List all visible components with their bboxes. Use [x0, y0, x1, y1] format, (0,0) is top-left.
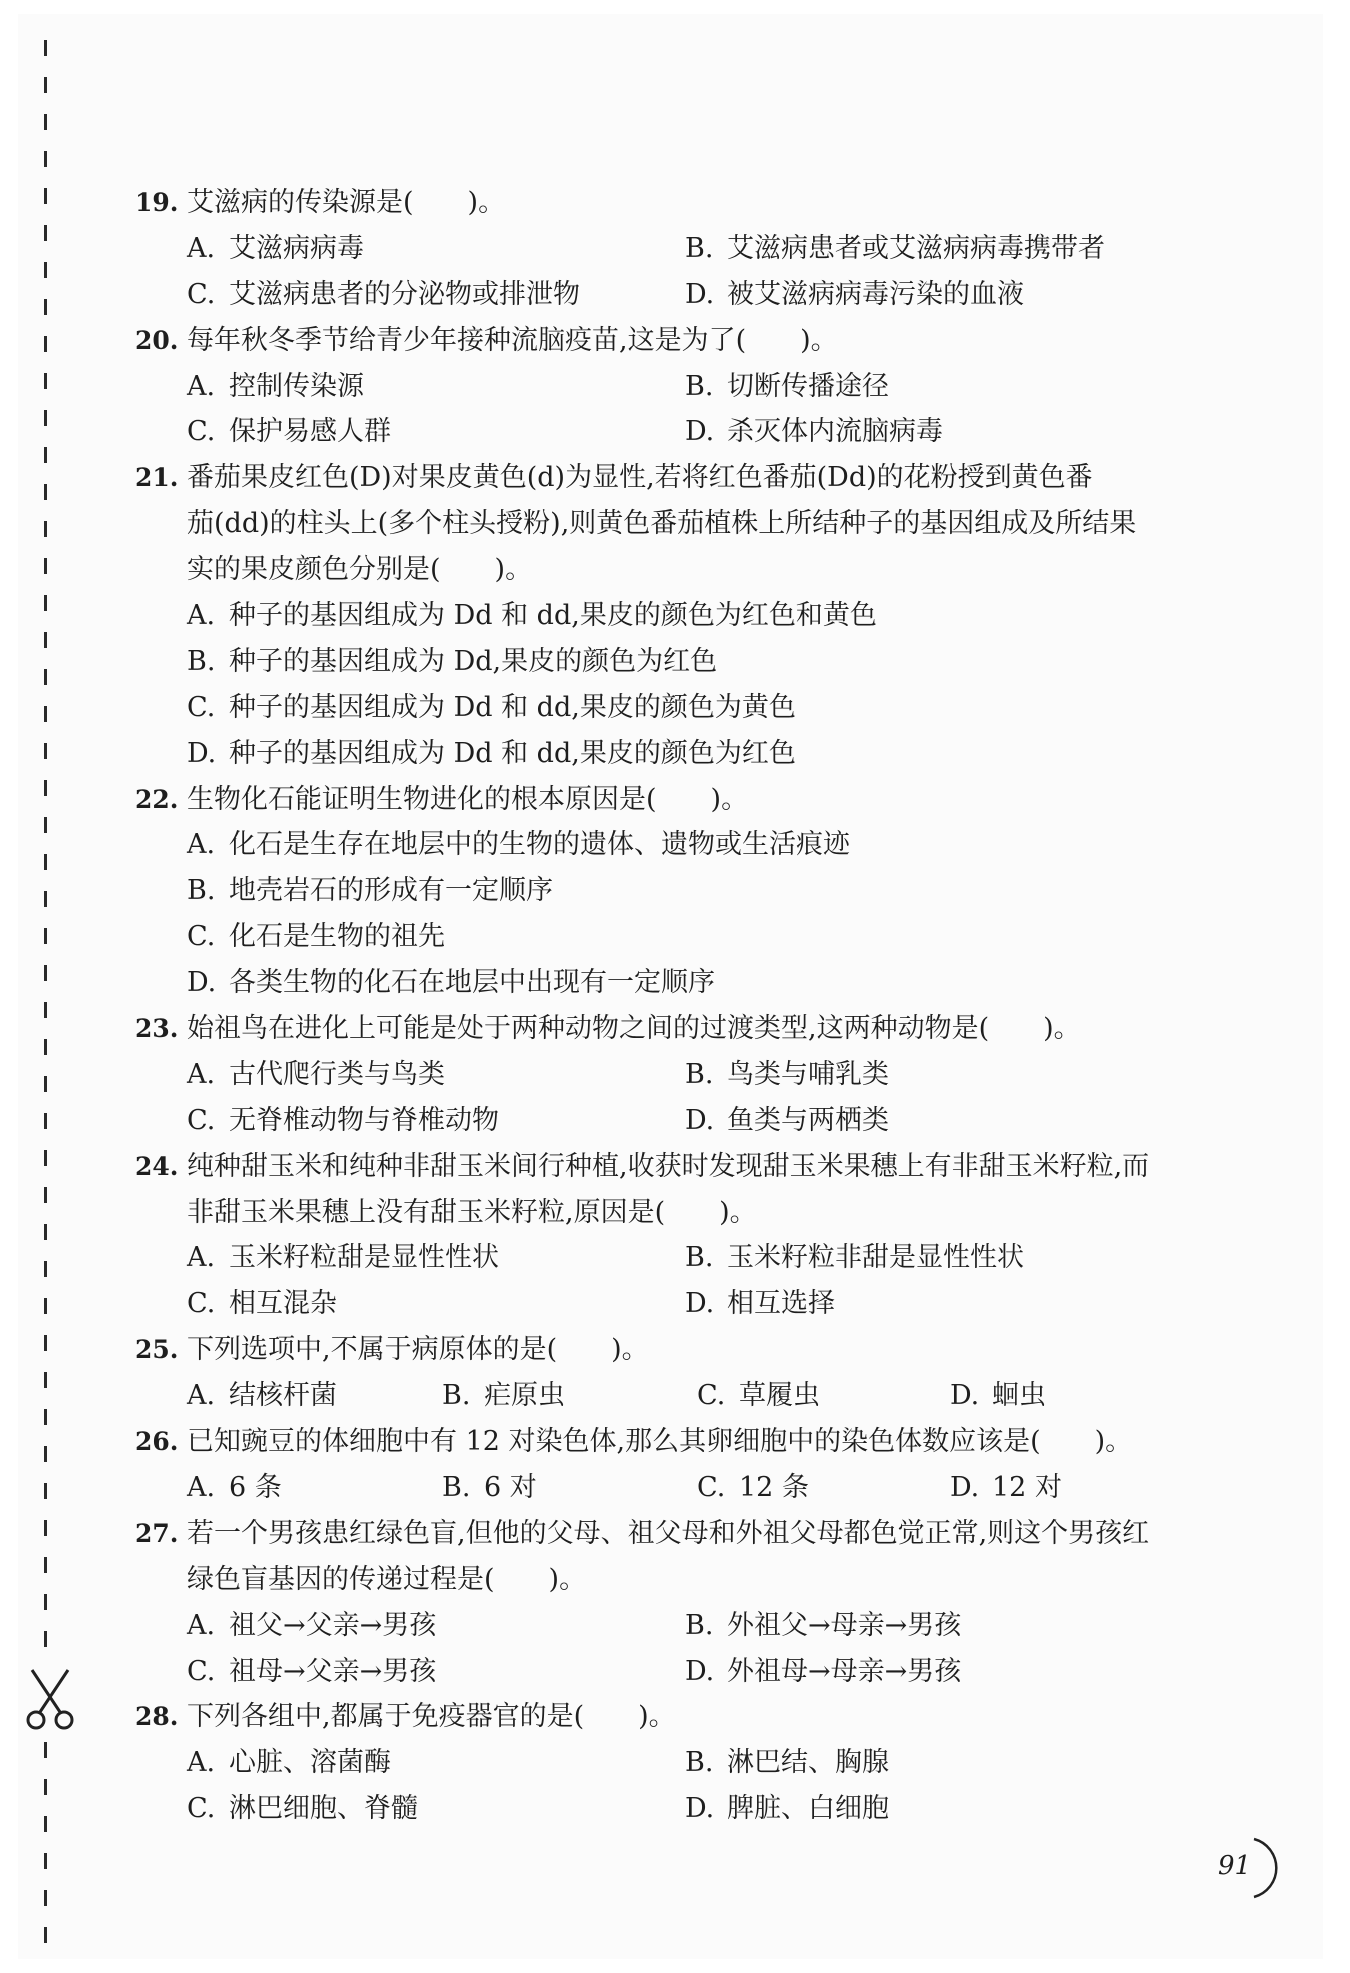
question-stem: 下列各组中,都属于免疫器官的是( )。: [187, 1701, 676, 1733]
question-stem-line: [135, 180, 1195, 226]
option-letter: C.: [187, 921, 216, 953]
cut-line-dash: [44, 780, 47, 796]
question-stem-line: [135, 455, 1195, 501]
option-b: [685, 364, 889, 410]
option-c: [187, 685, 796, 731]
question-stem-line: [135, 1694, 1195, 1740]
question-number: 24.: [135, 1151, 179, 1181]
option-text: 种子的基因组成为 Dd 和 dd,果皮的颜色为红色: [229, 737, 796, 769]
option-d: [187, 731, 796, 777]
question-21: [135, 455, 1195, 776]
question-number: 26.: [135, 1427, 179, 1457]
option-letter: D.: [685, 1104, 715, 1136]
option-letter: C.: [187, 1655, 216, 1687]
cut-line-dash: [44, 114, 47, 130]
option-c: [187, 409, 391, 455]
option-letter: B.: [685, 1058, 714, 1090]
option-letter: B.: [442, 1380, 471, 1412]
option-row: [135, 1373, 1195, 1419]
question-stem: 实的果皮颜色分别是( )。: [187, 554, 533, 586]
option-letter: D.: [950, 1471, 980, 1503]
cut-line-dash: [44, 1520, 47, 1536]
cut-line-dash: [44, 817, 47, 833]
question-20: [135, 318, 1195, 456]
option-row: [135, 1740, 1195, 1786]
option-text: 种子的基因组成为 Dd 和 dd,果皮的颜色为红色和黄色: [229, 600, 877, 632]
option-b: [685, 226, 1105, 272]
cut-line-dash: [44, 77, 47, 93]
option-row: [135, 409, 1195, 455]
option-text: 杀灭体内流脑病毒: [727, 416, 943, 448]
cut-line-dash: [44, 1853, 47, 1869]
option-a: [187, 822, 850, 868]
question-19: [135, 180, 1195, 318]
cut-line-dash: [44, 151, 47, 167]
option-d: [950, 1465, 1062, 1511]
option-letter: C.: [187, 691, 216, 723]
question-24: [135, 1144, 1195, 1328]
question-stem: 始祖鸟在进化上可能是处于两种动物之间的过渡类型,这两种动物是( )。: [187, 1013, 1081, 1045]
option-text: 种子的基因组成为 Dd,果皮的颜色为红色: [229, 645, 718, 677]
option-text: 地壳岩石的形成有一定顺序: [229, 875, 553, 907]
option-text: 心脏、溶菌酶: [229, 1747, 391, 1779]
option-text: 疟原虫: [484, 1380, 565, 1412]
cut-line-dash: [44, 521, 47, 537]
option-row: [135, 226, 1195, 272]
option-d: [685, 1098, 889, 1144]
option-c: [187, 1281, 337, 1327]
option-row: [135, 685, 1195, 731]
option-letter: C.: [697, 1380, 726, 1412]
option-letter: C.: [187, 278, 216, 310]
option-b: [685, 1740, 889, 1786]
cut-line-dash: [44, 669, 47, 685]
option-row: [135, 914, 1195, 960]
option-text: 祖父→父亲→男孩: [229, 1609, 437, 1641]
cut-line-dash: [44, 854, 47, 870]
cut-line-dash: [44, 299, 47, 315]
question-stem: 生物化石能证明生物进化的根本原因是( )。: [187, 783, 749, 815]
option-letter: B.: [187, 645, 216, 677]
option-text: 蛔虫: [992, 1380, 1046, 1412]
cut-line-dash: [44, 262, 47, 278]
option-row: [135, 1465, 1195, 1511]
option-row: [135, 731, 1195, 777]
cut-line-dash: [44, 225, 47, 241]
cut-line-dash: [44, 447, 47, 463]
cut-line-dash: [44, 1261, 47, 1277]
option-text: 艾滋病患者或艾滋病病毒携带者: [727, 232, 1105, 264]
option-text: 鱼类与两栖类: [727, 1104, 889, 1136]
option-letter: A.: [187, 1471, 216, 1503]
cut-line-dash: [44, 1594, 47, 1610]
option-letter: A.: [187, 1242, 216, 1274]
option-text: 鸟类与哺乳类: [727, 1058, 889, 1090]
question-number: 19.: [135, 188, 179, 217]
option-d: [685, 272, 1024, 318]
cut-line-dash: [44, 891, 47, 907]
option-row: [135, 1603, 1195, 1649]
option-a: [187, 226, 364, 272]
question-stem: 下列选项中,不属于病原体的是( )。: [187, 1334, 649, 1366]
option-d: [187, 960, 715, 1006]
option-text: 各类生物的化石在地层中出现有一定顺序: [229, 967, 715, 999]
question-stem: 绿色盲基因的传递过程是( )。: [187, 1563, 587, 1595]
option-text: 12 条: [739, 1471, 809, 1503]
option-letter: C.: [697, 1471, 726, 1503]
question-stem-line: [135, 318, 1195, 364]
option-letter: D.: [685, 1655, 715, 1687]
question-stem: 纯种甜玉米和纯种非甜玉米间行种植,收获时发现甜玉米果穗上有非甜玉米籽粒,而: [187, 1150, 1150, 1182]
option-text: 艾滋病患者的分泌物或排泄物: [229, 278, 580, 310]
question-stem-line: [135, 1190, 1195, 1236]
cut-line-dash: [44, 706, 47, 722]
question-number: 22.: [135, 784, 179, 814]
option-text: 祖母→父亲→男孩: [229, 1655, 437, 1687]
cut-line-dash: [44, 1927, 47, 1943]
question-stem-line: [135, 1144, 1195, 1190]
option-a: [187, 1465, 282, 1511]
option-text: 相互选择: [727, 1288, 835, 1320]
question-stem-line: [135, 1419, 1195, 1465]
cut-line-dash: [44, 632, 47, 648]
option-d: [685, 1281, 835, 1327]
cut-line-dash: [44, 1224, 47, 1240]
cut-line-dash: [44, 1483, 47, 1499]
cut-line-dash: [44, 928, 47, 944]
option-text: 相互混杂: [229, 1288, 337, 1320]
question-stem: 非甜玉米果穗上没有甜玉米籽粒,原因是( )。: [187, 1196, 757, 1228]
option-b: [685, 1603, 961, 1649]
option-text: 被艾滋病病毒污染的血液: [727, 278, 1024, 310]
cut-line-dash: [44, 1816, 47, 1832]
cut-line-dash: [44, 1446, 47, 1462]
option-text: 控制传染源: [229, 370, 364, 402]
option-text: 结核杆菌: [229, 1380, 337, 1412]
cut-line-dash: [44, 373, 47, 389]
option-text: 6 对: [484, 1471, 537, 1503]
cut-line-dash: [44, 1298, 47, 1314]
option-letter: D.: [685, 1288, 715, 1320]
option-letter: B.: [187, 875, 216, 907]
question-stem: 番茄果皮红色(D)对果皮黄色(d)为显性,若将红色番茄(Dd)的花粉授到黄色番: [187, 462, 1093, 494]
cut-line: [44, 40, 48, 1940]
option-text: 种子的基因组成为 Dd 和 dd,果皮的颜色为黄色: [229, 691, 796, 723]
cut-line-dash: [44, 743, 47, 759]
cut-line-dash: [44, 1742, 47, 1758]
question-stem-line: [135, 1511, 1195, 1557]
option-b: [187, 868, 553, 914]
question-stem-line: [135, 777, 1195, 823]
question-number: 23.: [135, 1014, 179, 1044]
cut-line-dash: [44, 1890, 47, 1906]
option-letter: A.: [187, 1747, 216, 1779]
option-letter: D.: [685, 416, 715, 448]
cut-line-dash: [44, 1039, 47, 1055]
option-a: [187, 593, 877, 639]
cut-line-dash: [44, 1557, 47, 1573]
option-letter: A.: [187, 1609, 216, 1641]
cut-line-dash: [44, 1187, 47, 1203]
question-stem: 已知豌豆的体细胞中有 12 对染色体,那么其卵细胞中的染色体数应该是( )。: [187, 1426, 1133, 1458]
scissors-icon: [22, 1668, 78, 1730]
option-letter: D.: [950, 1380, 980, 1412]
option-text: 玉米籽粒非甜是显性性状: [727, 1242, 1024, 1274]
option-row: [135, 1649, 1195, 1695]
question-stem: 艾滋病的传染源是( )。: [187, 187, 506, 218]
option-letter: A.: [187, 1380, 216, 1412]
cut-line-dash: [44, 336, 47, 352]
option-d: [685, 1649, 961, 1695]
option-letter: C.: [187, 1288, 216, 1320]
page-number: 91: [1218, 1851, 1252, 1881]
option-a: [187, 1740, 391, 1786]
option-row: [135, 593, 1195, 639]
option-d: [685, 409, 943, 455]
cut-line-dash: [44, 1409, 47, 1425]
option-letter: B.: [442, 1471, 471, 1503]
option-row: [135, 1235, 1195, 1281]
option-b: [442, 1373, 565, 1419]
option-letter: C.: [187, 1793, 216, 1825]
option-letter: B.: [685, 1242, 714, 1274]
option-b: [442, 1465, 537, 1511]
option-row: [135, 1098, 1195, 1144]
option-d: [685, 1786, 889, 1832]
question-stem-line: [135, 1327, 1195, 1373]
cut-line-dash: [44, 40, 47, 56]
option-row: [135, 364, 1195, 410]
cut-line-dash: [44, 1779, 47, 1795]
option-row: [135, 1786, 1195, 1832]
option-letter: B.: [685, 370, 714, 402]
option-c: [187, 272, 580, 318]
cut-line-dash: [44, 1113, 47, 1129]
option-text: 外祖父→母亲→男孩: [727, 1609, 962, 1641]
option-c: [187, 914, 445, 960]
option-row: [135, 1281, 1195, 1327]
question-list: [135, 180, 1195, 1832]
option-row: [135, 868, 1195, 914]
option-text: 12 对: [992, 1471, 1062, 1503]
question-number: 21.: [135, 463, 179, 493]
option-letter: C.: [187, 1104, 216, 1136]
question-28: [135, 1694, 1195, 1832]
option-a: [187, 1603, 436, 1649]
question-stem-line: [135, 1006, 1195, 1052]
option-a: [187, 1373, 337, 1419]
cut-line-dash: [44, 595, 47, 611]
option-letter: A.: [187, 1058, 216, 1090]
question-27: [135, 1511, 1195, 1695]
option-text: 保护易感人群: [229, 416, 391, 448]
option-text: 脾脏、白细胞: [727, 1793, 889, 1825]
option-c: [697, 1373, 820, 1419]
question-number: 28.: [135, 1702, 179, 1732]
option-a: [187, 364, 364, 410]
page-number-badge: [1210, 1833, 1280, 1903]
option-text: 草履虫: [739, 1380, 820, 1412]
option-letter: A.: [187, 829, 216, 861]
option-letter: D.: [187, 967, 217, 999]
option-text: 艾滋病病毒: [229, 232, 364, 264]
question-26: [135, 1419, 1195, 1511]
option-b: [685, 1052, 889, 1098]
question-stem-line: [135, 1557, 1195, 1603]
question-22: [135, 777, 1195, 1006]
option-text: 淋巴结、胸腺: [727, 1747, 889, 1779]
cut-line-dash: [44, 1150, 47, 1166]
option-row: [135, 822, 1195, 868]
option-text: 切断传播途径: [727, 370, 889, 402]
option-row: [135, 1052, 1195, 1098]
option-row: [135, 272, 1195, 318]
option-text: 古代爬行类与鸟类: [229, 1058, 445, 1090]
option-c: [187, 1098, 499, 1144]
question-stem: 若一个男孩患红绿色盲,但他的父母、祖父母和外祖父母都色觉正常,则这个男孩红: [187, 1517, 1150, 1549]
option-c: [187, 1786, 418, 1832]
option-letter: C.: [187, 416, 216, 448]
option-c: [187, 1649, 436, 1695]
question-number: 27.: [135, 1518, 179, 1548]
option-text: 化石是生存在地层中的生物的遗体、遗物或生活痕迹: [229, 829, 850, 861]
option-b: [187, 639, 717, 685]
cut-line-dash: [44, 1335, 47, 1351]
option-text: 6 条: [229, 1471, 282, 1503]
option-b: [685, 1235, 1024, 1281]
option-letter: B.: [685, 1747, 714, 1779]
option-letter: B.: [685, 1609, 714, 1641]
question-stem: 茄(dd)的柱头上(多个柱头授粉),则黄色番茄植株上所结种子的基因组成及所结果: [187, 508, 1137, 540]
cut-line-dash: [44, 410, 47, 426]
option-a: [187, 1235, 499, 1281]
option-letter: A.: [187, 370, 216, 402]
cut-line-dash: [44, 1631, 47, 1647]
option-text: 淋巴细胞、脊髓: [229, 1793, 418, 1825]
option-letter: D.: [685, 278, 715, 310]
option-text: 玉米籽粒甜是显性性状: [229, 1242, 499, 1274]
question-25: [135, 1327, 1195, 1419]
cut-line-dash: [44, 188, 47, 204]
option-letter: B.: [685, 232, 714, 264]
cut-line-dash: [44, 484, 47, 500]
option-letter: D.: [685, 1793, 715, 1825]
question-stem-line: [135, 501, 1195, 547]
option-c: [697, 1465, 809, 1511]
cut-line-dash: [44, 558, 47, 574]
question-number: 20.: [135, 325, 179, 355]
option-text: 外祖母→母亲→男孩: [727, 1655, 962, 1687]
question-23: [135, 1006, 1195, 1144]
cut-line-dash: [44, 965, 47, 981]
cut-line-dash: [44, 1076, 47, 1092]
option-letter: A.: [187, 600, 216, 632]
option-text: 化石是生物的祖先: [229, 921, 445, 953]
question-stem-line: [135, 547, 1195, 593]
option-letter: A.: [187, 232, 216, 264]
question-number: 25.: [135, 1335, 179, 1365]
option-a: [187, 1052, 445, 1098]
cut-line-dash: [44, 1002, 47, 1018]
option-d: [950, 1373, 1046, 1419]
cut-line-dash: [44, 1372, 47, 1388]
option-letter: D.: [187, 737, 217, 769]
option-row: [135, 639, 1195, 685]
option-text: 无脊椎动物与脊椎动物: [229, 1104, 499, 1136]
question-stem: 每年秋冬季节给青少年接种流脑疫苗,这是为了( )。: [187, 324, 838, 356]
option-row: [135, 960, 1195, 1006]
